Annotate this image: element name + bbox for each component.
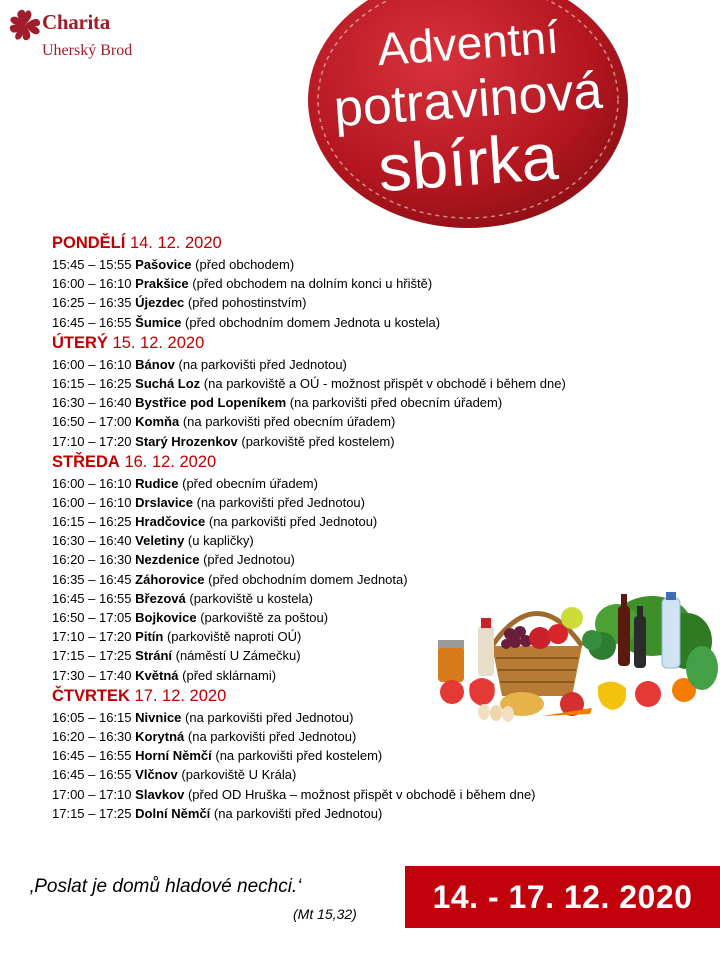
list-item <box>52 531 652 550</box>
row-note: (na parkoviště a OÚ - možnost přispět v obchodě i během dne) <box>203 375 566 391</box>
day-date: 14. 12. 2020 <box>129 234 222 252</box>
charita-logo <box>8 6 138 66</box>
row-time: 16:00 – 16:10 <box>52 475 132 491</box>
row-note: (na parkovišti před Jednotou) <box>208 514 378 530</box>
row-note: (na parkovišti před Jednotou) <box>213 805 383 821</box>
list-item <box>52 746 652 765</box>
row-place: Bystřice pod Lopeníkem <box>135 395 287 411</box>
row-note: (parkoviště naproti OÚ) <box>166 629 302 645</box>
row-time: 16:15 – 16:25 <box>52 375 132 391</box>
food-basket-illustration <box>422 586 718 726</box>
row-time: 16:00 – 16:10 <box>52 276 132 292</box>
row-note: (parkoviště U Krála) <box>181 767 297 783</box>
charita-cross-icon <box>8 8 42 42</box>
date-banner <box>405 866 720 928</box>
row-time: 16:00 – 16:10 <box>52 494 132 510</box>
day-date: 17. 12. 2020 <box>134 686 227 705</box>
row-note: (před obecním úřadem) <box>182 475 318 491</box>
list-item <box>52 393 652 412</box>
row-time: 16:05 – 16:15 <box>52 709 132 725</box>
row-time: 16:30 – 16:40 <box>52 533 132 549</box>
row-place: Prakšice <box>135 276 189 292</box>
row-place: Rudice <box>135 475 179 491</box>
logo-name: Charita <box>42 10 110 34</box>
list-item <box>52 785 652 804</box>
schedule <box>52 232 652 823</box>
row-note: (na parkovišti před kostelem) <box>215 748 383 764</box>
day-header <box>52 451 652 474</box>
list-item <box>52 274 652 293</box>
row-time: 17:10 – 17:20 <box>52 629 132 645</box>
row-place: Drslavice <box>135 494 193 510</box>
list-item <box>52 355 652 374</box>
row-time: 17:30 – 17:40 <box>52 667 132 683</box>
row-time: 16:45 – 16:55 <box>52 590 132 606</box>
row-note: (před Jednotou) <box>203 552 295 568</box>
row-note: (na parkovišti před obecním úřadem) <box>289 395 503 411</box>
list-item <box>52 765 652 784</box>
list-item <box>52 493 652 512</box>
row-time: 16:35 – 16:45 <box>52 571 132 587</box>
row-note: (na parkovišti před obecním úřadem) <box>182 414 396 430</box>
row-time: 16:30 – 16:40 <box>52 395 132 411</box>
day-name: ČTVRTEK <box>52 686 130 705</box>
row-time: 17:15 – 17:25 <box>52 805 132 821</box>
list-item <box>52 412 652 431</box>
row-note: (před obchodním domem Jednota u kostela) <box>185 314 441 330</box>
row-time: 16:45 – 16:55 <box>52 748 132 764</box>
row-time: 16:15 – 16:25 <box>52 514 132 530</box>
row-place: Újezdec <box>135 295 185 311</box>
row-place: Záhorovice <box>135 571 205 587</box>
row-place: Suchá Loz <box>135 375 201 391</box>
row-note: (na parkovišti před Jednotou) <box>187 728 357 744</box>
row-place: Komňa <box>135 414 180 430</box>
row-place: Slavkov <box>135 786 185 802</box>
row-place: Bojkovice <box>135 610 197 625</box>
row-place: Březová <box>135 590 186 606</box>
list-item <box>52 727 652 746</box>
row-note: (před pohostinstvím) <box>187 295 307 311</box>
row-note: (před OD Hruška – možnost přispět v obchodě i během dne) <box>187 786 536 802</box>
row-place: Šumice <box>135 314 182 330</box>
row-place: Bánov <box>135 356 175 372</box>
list-item <box>52 313 652 332</box>
row-note: (parkoviště za poštou) <box>200 610 329 625</box>
day-monday <box>52 232 652 332</box>
row-note: (před sklárnami) <box>182 667 277 683</box>
row-place: Hradčovice <box>135 514 206 530</box>
list-item <box>52 550 652 569</box>
day-date: 15. 12. 2020 <box>112 333 205 352</box>
row-note: (na parkovišti před Jednotou) <box>178 356 347 372</box>
row-note: (před obchodním domem Jednota) <box>208 571 408 587</box>
row-time: 16:45 – 16:55 <box>52 767 132 783</box>
list-item <box>52 255 652 274</box>
day-date: 16. 12. 2020 <box>124 452 217 471</box>
row-note: (parkoviště u kostela) <box>189 590 313 606</box>
row-place: Vlčnov <box>135 767 178 783</box>
row-time: 17:00 – 17:10 <box>52 786 132 802</box>
row-time: 16:00 – 16:10 <box>52 356 132 372</box>
list-item <box>52 432 652 451</box>
day-name: ÚTERÝ <box>52 333 108 352</box>
heading-line-1: Adventní <box>375 10 561 76</box>
row-place: Nivnice <box>135 709 182 725</box>
row-note: (u kapličky) <box>187 533 254 549</box>
day-header <box>52 232 652 255</box>
list-item <box>52 804 652 823</box>
row-time: 16:25 – 16:35 <box>52 295 132 311</box>
row-note: (na parkovišti před Jednotou) <box>196 494 365 510</box>
row-place: Pašovice <box>135 257 192 272</box>
row-place: Strání <box>135 648 172 664</box>
row-time: 16:45 – 16:55 <box>52 314 132 330</box>
row-place: Korytná <box>135 728 185 744</box>
row-place: Nezdenice <box>135 552 200 568</box>
list-item <box>52 374 652 393</box>
quote-text: ‚Poslat je domů hladové nechci.‘ <box>30 876 302 897</box>
date-banner-text: 14. - 17. 12. 2020 <box>432 879 693 915</box>
row-note: (náměstí U Zámečku) <box>175 648 301 664</box>
list-item <box>52 474 652 493</box>
heading-line-3: sbírka <box>375 118 561 206</box>
quote-reference: (Mt 15,32) <box>293 906 357 922</box>
heading-circle <box>303 0 633 234</box>
row-note: (před obchodem na dolním konci u hřiště) <box>192 276 433 292</box>
logo-city: Uherský Brod <box>42 42 133 59</box>
row-note: (před obchodem) <box>195 257 295 272</box>
row-time: 16:50 – 17:05 <box>52 610 132 625</box>
heading-line-2: potravinová <box>331 61 605 139</box>
row-place: Veletiny <box>135 533 185 549</box>
row-time: 16:50 – 17:00 <box>52 414 132 430</box>
list-item <box>52 512 652 531</box>
row-note: (parkoviště před kostelem) <box>241 433 395 449</box>
row-note: (na parkovišti před Jednotou) <box>185 709 354 725</box>
row-time: 17:15 – 17:25 <box>52 648 132 664</box>
day-name: PONDĚLÍ <box>52 234 126 252</box>
row-time: 15:45 – 15:55 <box>52 257 132 272</box>
day-tuesday <box>52 332 652 451</box>
row-time: 16:20 – 16:30 <box>52 728 132 744</box>
row-time: 16:20 – 16:30 <box>52 552 132 568</box>
row-time: 17:10 – 17:20 <box>52 433 132 449</box>
row-place: Dolní Němčí <box>135 805 211 821</box>
row-place: Horní Němčí <box>135 748 212 764</box>
day-name: STŘEDA <box>52 452 120 471</box>
row-place: Pitín <box>135 629 164 645</box>
day-header <box>52 332 652 355</box>
row-place: Starý Hrozenkov <box>135 433 238 449</box>
row-place: Květná <box>135 667 179 683</box>
list-item <box>52 293 652 312</box>
